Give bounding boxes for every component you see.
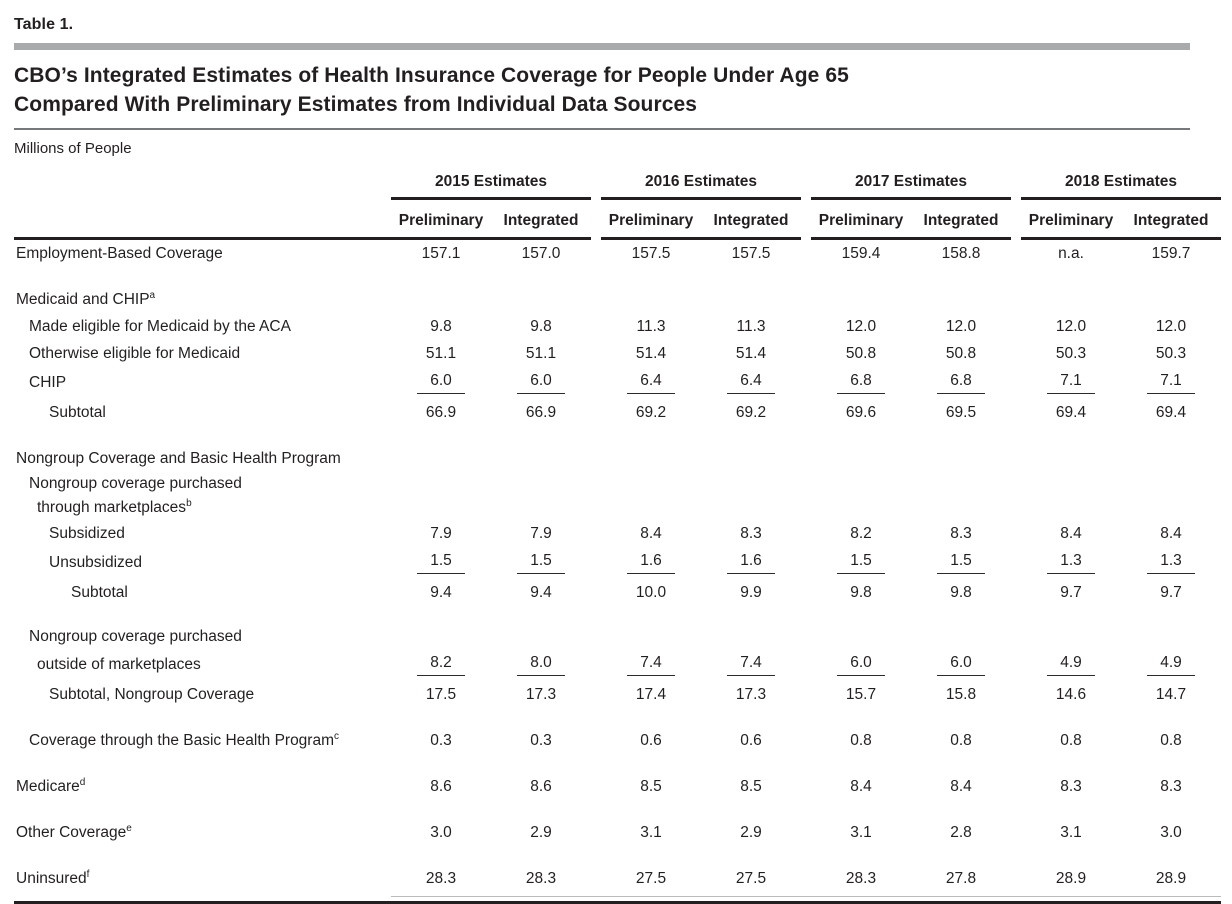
value-cell: 0.6 [740,731,762,749]
value-cell: 8.4 [850,777,872,795]
value-cell [1121,552,1221,574]
value-cell: 69.4 [1155,403,1187,421]
row-label: Uninsured$^f$ [16,868,90,887]
row-spacer [14,606,1221,625]
value-with-sum-rule: 6.0 [417,372,465,394]
year-group-header: 2016 Estimates [601,173,801,200]
value-cell: 69.4 [1055,403,1087,421]
value-cell: 27.8 [945,869,977,887]
value-cell: 8.4 [1060,524,1082,542]
value-cell: 9.8 [850,583,872,601]
value-cell: 8.4 [640,524,662,542]
value-with-sum-rule: 6.0 [837,654,885,676]
value-with-sum-rule: 4.9 [1047,654,1095,676]
value-cell [601,552,701,574]
value-cell [491,552,591,574]
row-label: Other Coverage$^e$ [16,822,132,841]
value-cell: 9.8 [530,317,552,335]
year-group-header: 2017 Estimates [811,173,1011,200]
value-cell: 15.8 [945,685,977,703]
value-with-sum-rule: 6.4 [727,372,775,394]
value-cell: 3.0 [1160,823,1182,841]
value-cell: 8.4 [1160,524,1182,542]
value-cell [811,654,911,676]
value-cell [1021,654,1121,676]
row-label: Subtotal [49,403,106,421]
value-cell: 12.0 [945,317,977,335]
table-row [14,399,1221,426]
value-cell [391,552,491,574]
value-cell: 28.3 [525,869,557,887]
value-cell [391,654,491,676]
value-cell: 7.9 [430,524,452,542]
row-label: Medicare$^d$ [16,776,86,795]
value-with-sum-rule: 6.8 [937,372,985,394]
value-cell: 157.5 [731,244,771,262]
value-cell: 158.8 [941,244,981,262]
row-label: through marketplaces$^b$ [37,497,192,516]
value-cell: 28.9 [1055,869,1087,887]
value-cell [701,552,801,574]
value-cell: 14.7 [1155,685,1187,703]
row-spacer [14,846,1221,865]
table-row [14,313,1221,340]
value-cell: 28.3 [425,869,457,887]
subcolumn-header: Integrated [911,200,1011,240]
table-row [14,496,1221,520]
table-row [14,340,1221,367]
table-row [14,520,1221,547]
value-cell: 8.5 [740,777,762,795]
row-label: Subtotal [71,583,128,601]
value-cell: 0.8 [1060,731,1082,749]
value-with-sum-rule: 7.1 [1147,372,1195,394]
table-row [14,649,1221,681]
value-cell: 17.3 [735,685,767,703]
value-cell: 3.1 [850,823,872,841]
value-cell: 66.9 [425,403,457,421]
value-cell: 11.3 [636,317,666,335]
value-cell: 157.0 [521,244,561,262]
table-row [14,547,1221,579]
subcolumn-header: Integrated [1121,200,1221,240]
value-cell: 2.8 [950,823,972,841]
row-label: Medicaid and CHIP$^a$ [16,289,156,308]
table-title-line-1: CBO’s Integrated Estimates of Health Insurance Coverage for People Under Age 65 [14,64,849,87]
value-with-sum-rule: 6.0 [517,372,565,394]
value-cell: 69.2 [635,403,667,421]
value-cell: 0.6 [640,731,662,749]
value-cell [491,654,591,676]
value-cell: 17.3 [525,685,557,703]
value-cell: 51.4 [735,344,767,362]
table-row [14,819,1221,846]
value-cell: 9.8 [950,583,972,601]
value-cell: 69.2 [735,403,767,421]
value-with-sum-rule: 7.1 [1047,372,1095,394]
value-cell: 9.4 [430,583,452,601]
value-cell [491,372,591,394]
table-row [14,445,1221,472]
subcolumn-header: Preliminary [601,200,701,240]
table-title [14,61,1221,119]
row-spacer [14,754,1221,773]
value-cell: 17.5 [425,685,457,703]
value-cell: 8.5 [640,777,662,795]
value-cell: 159.4 [841,244,881,262]
value-with-sum-rule: 1.3 [1147,552,1195,574]
table-row [14,579,1221,606]
value-cell: 8.4 [950,777,972,795]
value-cell [811,552,911,574]
estimates-table [14,169,1221,892]
value-cell: 8.3 [950,524,972,542]
value-with-sum-rule: 4.9 [1147,654,1195,676]
value-with-sum-rule: 7.4 [727,654,775,676]
value-cell [391,372,491,394]
row-label: Nongroup coverage purchased [29,628,242,645]
value-cell: 27.5 [635,869,667,887]
value-cell: 51.1 [525,344,557,362]
table-row [14,240,1221,267]
row-label: Nongroup coverage purchased [29,475,242,492]
subcolumn-header: Integrated [701,200,801,240]
value-with-sum-rule: 7.4 [627,654,675,676]
value-with-sum-rule: 1.5 [837,552,885,574]
value-with-sum-rule: 1.5 [517,552,565,574]
value-cell: 28.9 [1155,869,1187,887]
year-group-header: 2015 Estimates [391,173,591,200]
value-with-sum-rule: 1.6 [727,552,775,574]
value-cell: 3.1 [640,823,662,841]
value-cell: 27.5 [735,869,767,887]
value-cell: 50.8 [945,344,977,362]
value-cell [701,654,801,676]
value-cell: 3.1 [1060,823,1082,841]
value-cell: n.a. [1058,244,1084,262]
row-label: Employment-Based Coverage [16,244,223,262]
table-row [14,727,1221,754]
value-cell: 8.3 [1060,777,1082,795]
row-label: Made eligible for Medicaid by the ACA [29,317,291,335]
value-with-sum-rule: 1.5 [937,552,985,574]
value-with-sum-rule: 1.6 [627,552,675,574]
value-cell: 8.3 [1160,777,1182,795]
value-with-sum-rule: 6.8 [837,372,885,394]
row-label: Subtotal, Nongroup Coverage [49,685,255,703]
value-cell: 3.0 [430,823,452,841]
value-cell [1121,654,1221,676]
value-cell: 8.2 [850,524,872,542]
value-cell: 7.9 [530,524,552,542]
value-cell: 0.3 [530,731,552,749]
value-cell [1021,372,1121,394]
table-row [14,865,1221,892]
value-cell: 50.8 [845,344,877,362]
footnote-marker: a [149,289,156,301]
value-cell: 51.1 [425,344,457,362]
value-cell: 157.1 [421,244,461,262]
top-divider-bar [14,43,1190,50]
value-with-sum-rule: 8.2 [417,654,465,676]
table-row [14,472,1221,496]
table-row [14,625,1221,649]
value-cell: 0.3 [430,731,452,749]
row-label: CHIP [29,374,67,391]
value-cell [911,372,1011,394]
table-header-year-row [14,169,1221,200]
value-cell: 2.9 [530,823,552,841]
row-spacer [14,267,1221,286]
value-cell: 0.8 [1160,731,1182,749]
value-cell: 9.9 [740,583,762,601]
value-cell: 8.3 [740,524,762,542]
footnote-marker: f [86,868,90,880]
table-row [14,773,1221,800]
table-title-line-2: Compared With Preliminary Estimates from Individual Data Sources [14,93,698,116]
value-cell: 8.6 [530,777,552,795]
row-spacer [14,426,1221,445]
value-cell: 157.5 [631,244,671,262]
value-cell [601,372,701,394]
value-cell: 69.5 [945,403,977,421]
value-cell: 11.3 [736,317,766,335]
table-row [14,681,1221,708]
value-cell [601,654,701,676]
value-cell: 9.7 [1060,583,1082,601]
value-cell: 0.8 [950,731,972,749]
value-cell: 17.4 [635,685,667,703]
value-cell: 50.3 [1055,344,1087,362]
table-row [14,367,1221,399]
value-cell: 66.9 [525,403,557,421]
value-cell: 9.4 [530,583,552,601]
row-label: Coverage through the Basic Health Program$^c$ [29,730,339,749]
value-cell: 50.3 [1155,344,1187,362]
row-label: Subsidized [49,524,125,542]
value-cell [911,654,1011,676]
value-cell [1021,552,1121,574]
table-number-label: Table 1. [14,16,74,33]
row-label: Nongroup Coverage and Basic Health Program [16,449,341,467]
subcolumn-header: Preliminary [811,200,911,240]
value-cell: 10.0 [635,583,667,601]
value-cell: 0.8 [850,731,872,749]
title-rule [14,128,1190,130]
value-with-sum-rule: 6.0 [937,654,985,676]
value-cell: 28.3 [845,869,877,887]
value-cell: 12.0 [845,317,877,335]
value-with-sum-rule: 6.4 [627,372,675,394]
footnote-marker: c [334,730,339,742]
subcolumn-header: Integrated [491,200,591,240]
value-cell: 8.6 [430,777,452,795]
row-label: Unsubsidized [49,554,143,571]
value-cell: 9.8 [430,317,452,335]
footnote-marker: d [79,776,86,788]
value-cell [811,372,911,394]
value-cell: 159.7 [1151,244,1191,262]
value-with-sum-rule: 1.3 [1047,552,1095,574]
table-header-subcolumn-row [14,200,1221,240]
row-spacer [14,708,1221,727]
value-cell: 9.7 [1160,583,1182,601]
value-cell: 12.0 [1155,317,1187,335]
subcolumn-header: Preliminary [391,200,491,240]
units-label: Millions of People [14,140,132,157]
value-cell: 12.0 [1055,317,1087,335]
value-with-sum-rule: 1.5 [417,552,465,574]
subcolumn-header: Preliminary [1021,200,1121,240]
footnote-marker: b [186,497,192,509]
value-cell: 14.6 [1055,685,1087,703]
table-header-stub-rule [14,237,391,240]
value-cell [911,552,1011,574]
year-group-header: 2018 Estimates [1021,173,1221,200]
row-spacer [14,800,1221,819]
row-label: Otherwise eligible for Medicaid [29,344,241,362]
row-label: outside of marketplaces [37,656,201,673]
value-cell [701,372,801,394]
footnote-marker: e [126,822,132,834]
value-cell: 51.4 [635,344,667,362]
value-with-sum-rule: 8.0 [517,654,565,676]
value-cell: 69.6 [845,403,877,421]
value-cell: 2.9 [740,823,762,841]
value-cell: 15.7 [845,685,877,703]
value-cell [1121,372,1221,394]
table-row [14,286,1221,313]
